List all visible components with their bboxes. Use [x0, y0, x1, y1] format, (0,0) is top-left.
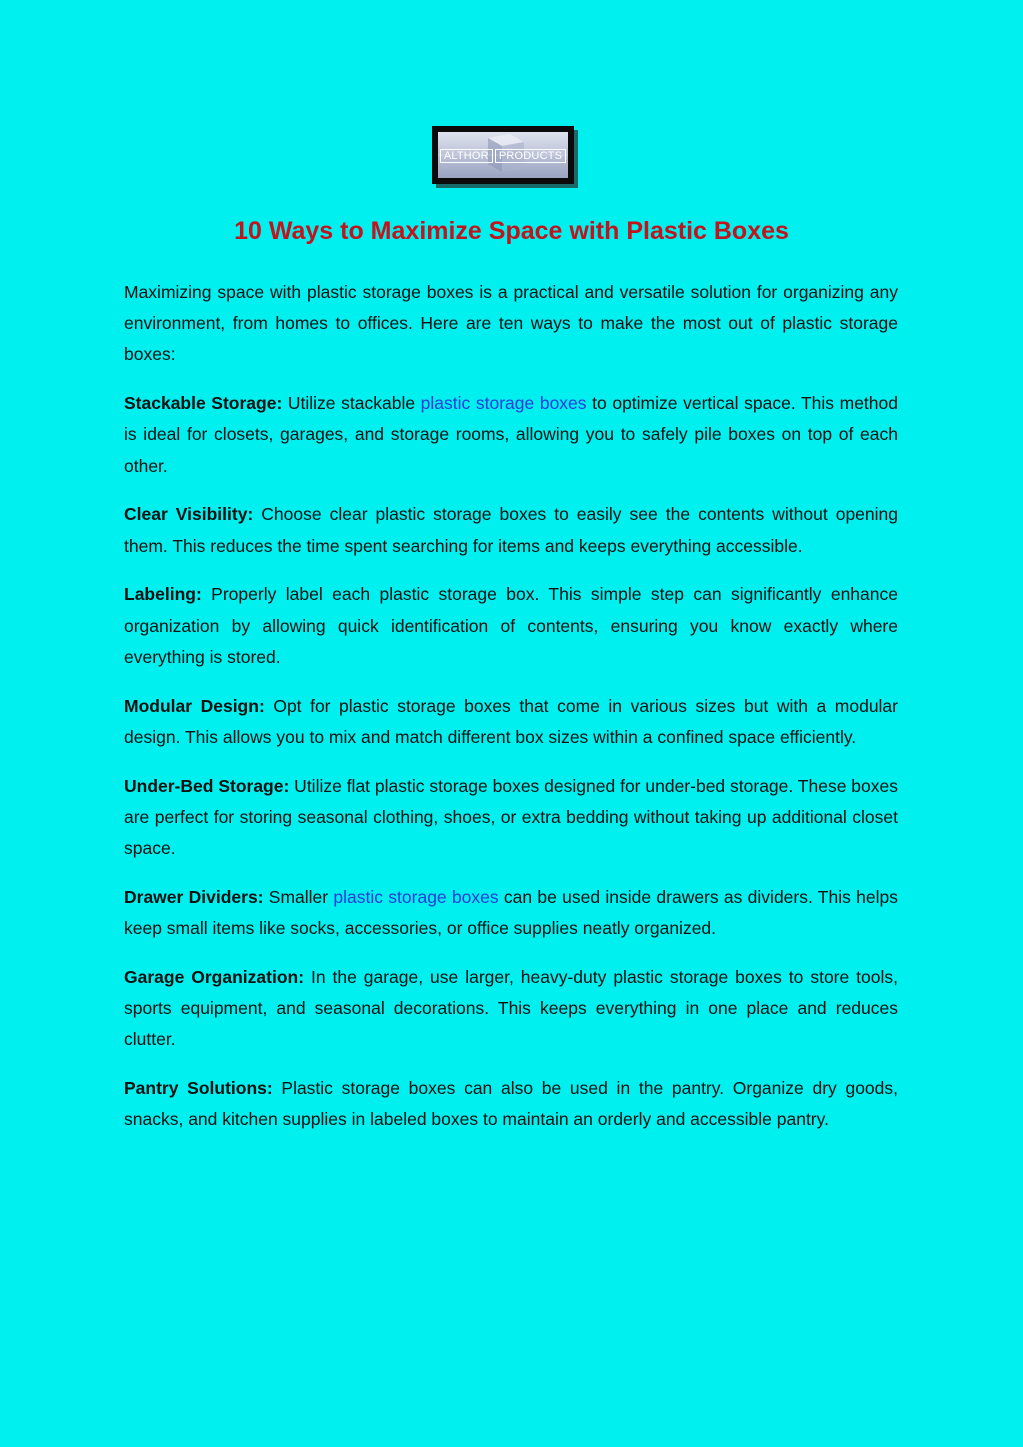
logo-word-2: PRODUCTS: [495, 149, 566, 163]
logo-word-1: ALTHOR: [440, 149, 493, 163]
item-labeling: [124, 579, 898, 673]
intro-paragraph: Maximizing space with plastic storage boxes is a practical and versatile solution for organizing any environment, from homes to offices. Here are ten ways to make the most out of plastic storage boxes:: [124, 282, 898, 365]
item-heading: Garage Organization:: [124, 966, 305, 987]
item-text: Choose clear plastic storage boxes to easily see the contents without opening them. This reduces the time spent searching for items and keeps everything accessible.: [124, 504, 898, 556]
item-heading: Pantry Solutions:: [124, 1078, 273, 1099]
item-heading: Stackable Storage:: [124, 393, 283, 414]
page-title: 10 Ways to Maximize Space with Plastic Boxes: [234, 217, 789, 245]
item-clear-visibility: [124, 499, 898, 561]
item-under-bed-storage: [124, 771, 898, 865]
article-body: [124, 277, 898, 1153]
item-pantry-solutions: [124, 1073, 898, 1135]
plastic-storage-boxes-link[interactable]: plastic storage boxes: [420, 393, 587, 414]
item-drawer-dividers: [124, 882, 898, 944]
item-modular-design: [124, 691, 898, 753]
item-heading: Drawer Dividers:: [124, 886, 264, 907]
item-text: Properly label each plastic storage box. This simple step can significantly enhance organization by allowing quick identification of contents, ensuring you know exactly where everything is stored.: [124, 584, 898, 667]
logo-wordmark: [438, 149, 568, 163]
item-text: Smaller: [263, 886, 334, 907]
logo-image: [438, 132, 568, 178]
item-text: Utilize flat plastic storage boxes designed for under-bed storage. These boxes are perfect for storing seasonal clothing, shoes, or extra bedding without taking up additional closet space.: [124, 775, 899, 859]
item-text: In the garage, use larger, heavy-duty plastic storage boxes to store tools, sports equipment, and seasonal decorations. This keeps everything in one place and reduces clutter.: [124, 966, 899, 1050]
item-garage-organization: [124, 962, 898, 1056]
item-heading: Under-Bed Storage:: [124, 775, 290, 796]
item-text-continued: to optimize vertical space. This method is ideal for closets, garages, and storage rooms, allowing you to safely pile boxes on top of each other.: [124, 393, 898, 476]
item-text: Opt for plastic storage boxes that come in various sizes but with a modular design. This allows you to mix and match different box sizes within a confined space efficiently.: [124, 695, 898, 747]
item-heading: Clear Visibility:: [124, 504, 254, 525]
item-text: Utilize stackable: [282, 393, 421, 414]
item-stackable-storage: [124, 388, 898, 482]
brand-logo: [432, 126, 574, 184]
item-text-continued: can be used inside drawers as dividers. This helps keep small items like socks, accessories, or office supplies neatly organized.: [124, 886, 898, 939]
item-heading: Labeling:: [124, 584, 202, 605]
item-heading: Modular Design:: [124, 695, 265, 716]
plastic-storage-boxes-link[interactable]: plastic storage boxes: [333, 886, 499, 907]
item-text: Plastic storage boxes can also be used in the pantry. Organize dry goods, snacks, and kitchen supplies in labeled boxes to maintain an orderly and accessible pantry.: [124, 1078, 899, 1130]
